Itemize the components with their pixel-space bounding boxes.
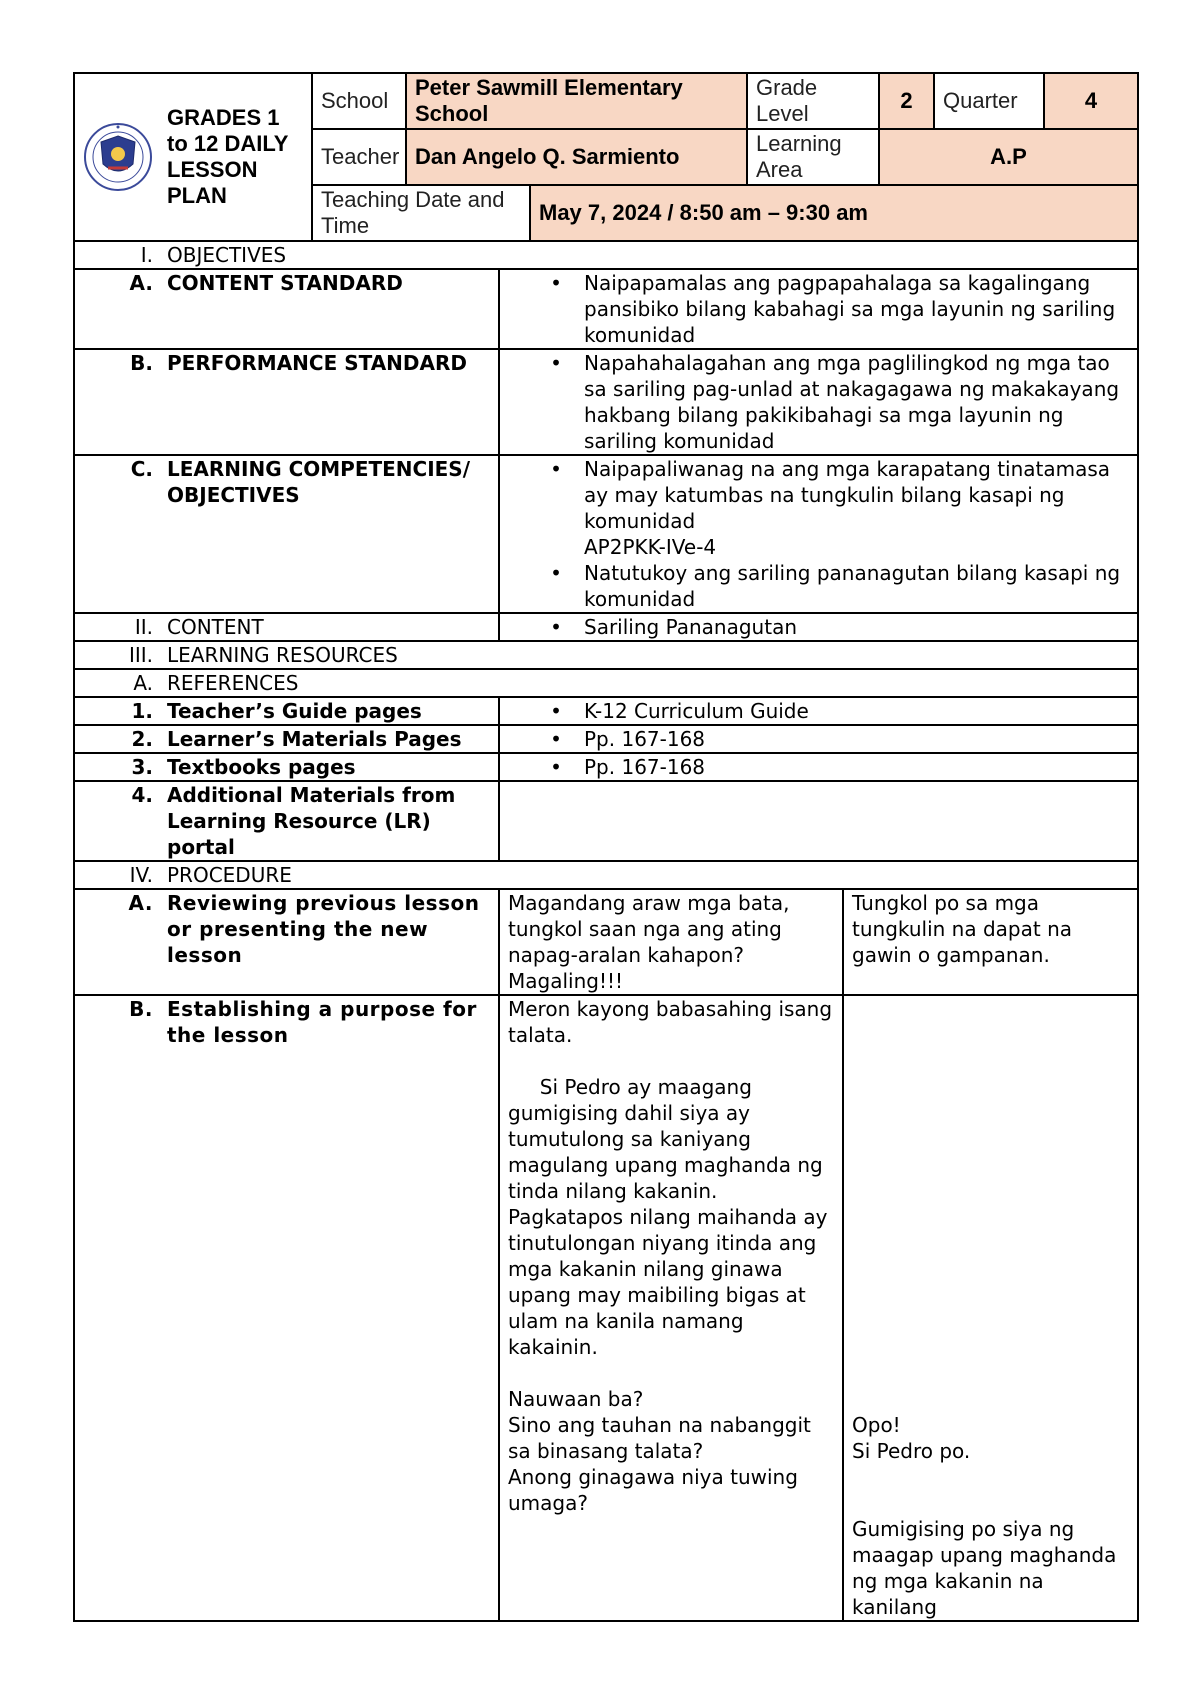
section-title: OBJECTIVES: [167, 243, 287, 267]
resources-heading: III. LEARNING RESOURCES: [74, 641, 1138, 669]
performance-standard-value: • Napahahalagahan ang mga paglilingkod ng mga tao sa sariling pag-unlad at nakagagawa ng makakayang hakbang bilang pakikibahagi sa mga layunin ng sariling komunidad: [499, 349, 1138, 455]
bullet-icon: •: [550, 351, 562, 375]
doc-title-cell: [74, 73, 312, 241]
lesson-plan-sheet: [73, 72, 1137, 1622]
additional-materials-label: 4. Additional Materials from Learning Resource (LR) portal: [74, 781, 499, 861]
competencies-label: C. LEARNING COMPETENCIES/ OBJECTIVES: [74, 455, 499, 613]
competencies-value: • Naipapaliwanag na ang mga karapatang tinatamasa ay may katumbas na tungkulin bilang kasapi ng komunidad AP2PKK-IVe-4 • Natutukoy ang sariling pananagutan bilang kasapi ng komunidad: [499, 455, 1138, 613]
objectives-heading: [74, 242, 1138, 269]
deped-seal-icon: [83, 122, 153, 192]
purpose-answers: Opo! Si Pedro po. Gumigising po siya ng maagap upang maghanda ng mga kakanin na kanilang: [852, 1413, 1117, 1619]
content-standard-value: • Naipapamalas ang pagpapahalaga sa kagalingang pansibiko bilang kabahagi sa mga layunin ng sariling komunidad: [499, 269, 1138, 349]
content-value: • Sariling Pananagutan: [499, 613, 1138, 641]
school-label: School: [312, 73, 406, 129]
purpose-teacher-activity: [499, 995, 843, 1621]
content-standard-label: A. CONTENT STANDARD: [74, 269, 499, 349]
bullet-icon: •: [550, 755, 562, 779]
reviewing-teacher-activity: Magandang araw mga bata, tungkol saan nga ang ating napag-aralan kahapon? Magaling!!!: [499, 889, 843, 995]
grade-value: 2: [879, 73, 934, 129]
purpose-story: Si Pedro ay maagang gumigising dahil siya ay tumutulong sa kaniyang magulang upang maghanda ng tinda nilang kakanin. Pagkatapos nilang maihanda ay tinutulongan niyang itinda ang mga kakanin nilang ginawa upang may maibiling bigas at ulam na kanila namang kakainin.: [508, 1075, 834, 1359]
additional-materials-value: [499, 781, 1138, 861]
teacher-value: Dan Angelo Q. Sarmiento: [406, 129, 747, 185]
purpose-intro: Meron kayong babasahing isang talata.: [508, 997, 839, 1047]
references-heading: A. REFERENCES: [74, 669, 1138, 697]
purpose-questions: Nauwaan ba? Sino ang tauhan na nabanggit sa binasang talata? Anong ginagawa niya tuwing umaga?: [508, 1387, 811, 1515]
purpose-label: B. Establishing a purpose for the lesson: [74, 995, 499, 1621]
date-label: Teaching Date and Time: [312, 185, 530, 241]
lesson-body-table: [73, 242, 1139, 1622]
date-value: May 7, 2024 / 8:50 am – 9:30 am: [530, 185, 1138, 241]
reviewing-label: A. Reviewing previous lesson or presenting the new lesson: [74, 889, 499, 995]
bullet-icon: •: [550, 457, 562, 481]
content-heading: II. CONTENT: [74, 613, 499, 641]
quarter-label: Quarter: [934, 73, 1044, 129]
grade-label: Grade Level: [747, 73, 879, 129]
textbooks-label: 3. Textbooks pages: [74, 753, 499, 781]
bullet-icon: •: [550, 561, 562, 585]
doc-title: GRADES 1 to 12 DAILY LESSON PLAN: [167, 105, 289, 208]
bullet-icon: •: [550, 271, 562, 295]
bullet-icon: •: [550, 727, 562, 751]
teachers-guide-value: • K-12 Curriculum Guide: [499, 697, 1138, 725]
learners-materials-value: • Pp. 167-168: [499, 725, 1138, 753]
area-value: A.P: [879, 129, 1138, 185]
competency-code: AP2PKK-IVe-4: [584, 535, 717, 559]
procedure-heading: IV. PROCEDURE: [74, 861, 1138, 889]
reviewing-pupil-activity: Tungkol po sa mga tungkulin na dapat na gawin o gampanan.: [843, 889, 1138, 995]
quarter-value: 4: [1044, 73, 1138, 129]
teacher-label: Teacher: [312, 129, 406, 185]
bullet-icon: •: [550, 699, 562, 723]
purpose-pupil-activity: [843, 995, 1138, 1621]
area-label: Learning Area: [747, 129, 879, 185]
bullet-icon: •: [550, 615, 562, 639]
learners-materials-label: 2. Learner’s Materials Pages: [74, 725, 499, 753]
performance-standard-label: B. PERFORMANCE STANDARD: [74, 349, 499, 455]
school-value: Peter Sawmill Elementary School: [406, 73, 747, 129]
header-table: [73, 72, 1139, 242]
textbooks-value: • Pp. 167-168: [499, 753, 1138, 781]
section-num: I.: [140, 243, 153, 267]
teachers-guide-label: 1. Teacher’s Guide pages: [74, 697, 499, 725]
